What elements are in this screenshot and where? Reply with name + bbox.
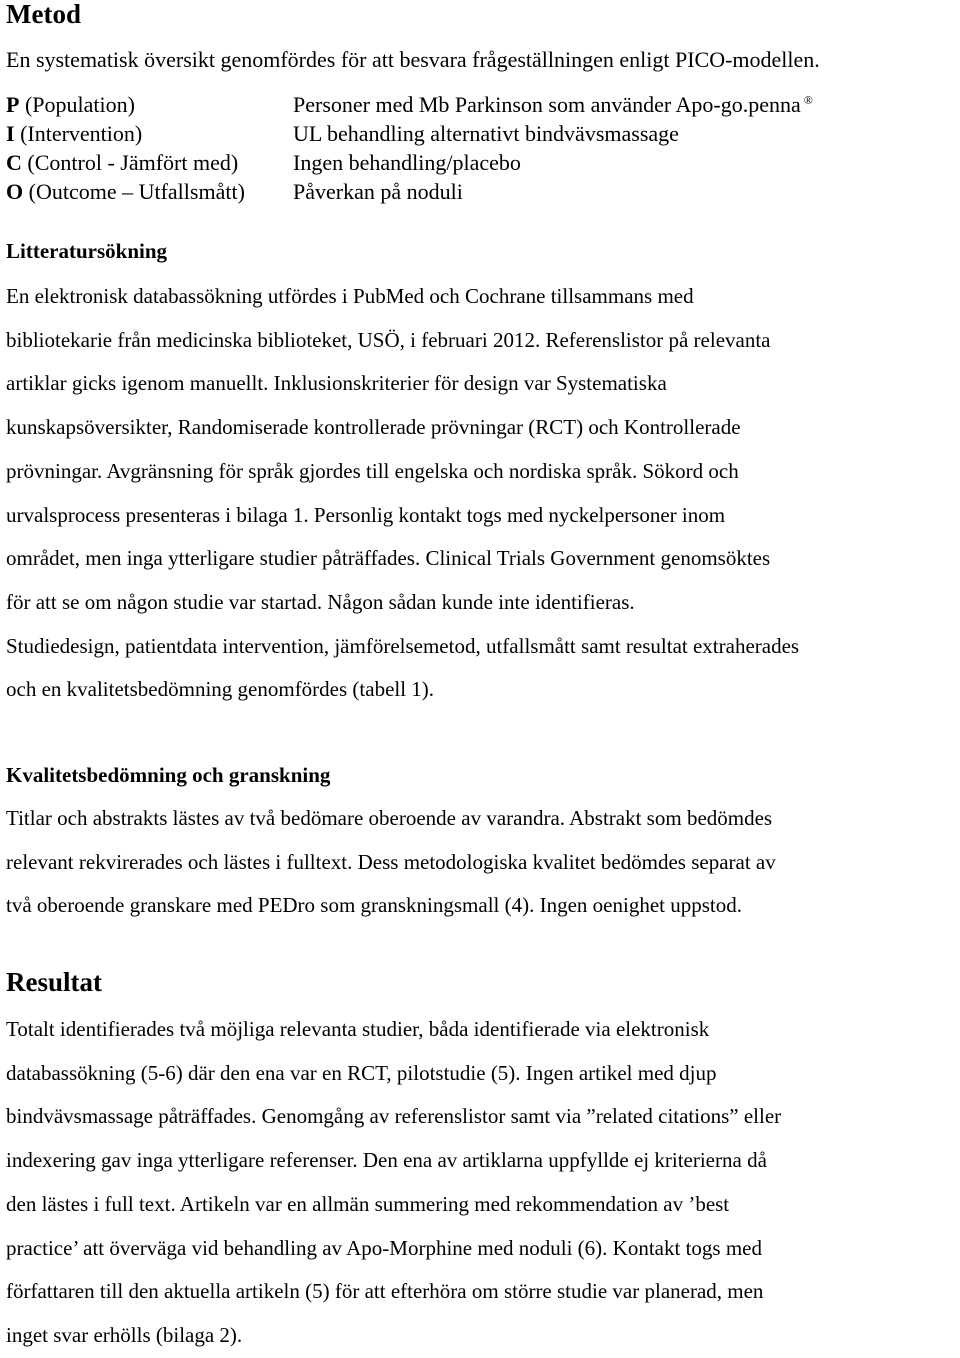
pico-value: Ingen behandling/placebo: [293, 150, 521, 175]
subheading-kvalitetsbedomning: Kvalitetsbedömning och granskning: [6, 763, 331, 787]
pico-value: Påverkan på noduli: [293, 179, 463, 204]
subheading-litteratursokning: Litteratursökning: [6, 239, 168, 263]
pico-row-control: [6, 148, 813, 177]
text-line: två oberoende granskare med PEDro som granskningsmall (4). Ingen oenighet uppstod.: [6, 893, 742, 918]
text-line: urvalsprocess presenteras i bilaga 1. Personlig kontakt togs med nyckelpersoner inom: [6, 502, 726, 527]
pico-label: O (Outcome – Utfallsmått): [6, 179, 245, 204]
pico-row-intervention: [6, 119, 813, 148]
text-line: Studiedesign, patientdata intervention, jämförelsemetod, utfallsmått samt resultat extraherades: [6, 633, 800, 658]
text-line: området, men inga ytterligare studier påträffades. Clinical Trials Government genomsöktes: [6, 546, 771, 571]
text-line: Titlar och abstrakts lästes av två bedömare oberoende av varandra. Abstrakt som bedömdes: [6, 806, 773, 830]
pico-label: I (Intervention): [6, 121, 143, 146]
text-line: practice’ att överväga vid behandling av Apo-Morphine med noduli (6). Kontakt togs med: [6, 1235, 762, 1260]
text-line: relevant rekvirerades och lästes i fulltext. Dess metodologiska kvalitet bedömdes separat av: [6, 849, 776, 874]
pico-value: UL behandling alternativt bindvävsmassage: [293, 121, 679, 146]
section-heading-resultat: Resultat: [6, 967, 102, 997]
pico-list: [6, 90, 813, 206]
text-line: Totalt identifierades två möjliga relevanta studier, båda identifierade via elektronisk: [6, 1017, 710, 1041]
text-line: och en kvalitetsbedömning genomfördes (tabell 1).: [6, 677, 435, 702]
pico-row-outcome: [6, 177, 813, 206]
text-line: för att se om någon studie var startad. Någon sådan kunde inte identifieras.: [6, 589, 635, 614]
text-line: kunskapsöversikter, Randomiserade kontrollerade prövningar (RCT) och Kontrollerade: [6, 415, 741, 440]
text-line: indexering gav inga ytterligare referenser. Den ena av artiklarna uppfyllde ej kriterierna då: [6, 1148, 767, 1173]
text-line: artiklar gicks igenom manuellt. Inklusionskriterier för design var Systematiska: [6, 371, 667, 396]
paragraph-resultat: [6, 1008, 956, 1358]
paragraph-litteratursokning: [6, 275, 956, 712]
registered-mark: ®: [803, 92, 813, 107]
text-line: prövningar. Avgränsning för språk gjordes till engelska och nordiska språk. Sökord och: [6, 458, 739, 483]
text-line: databassökning (5-6) där den ena var en RCT, pilotstudie (5). Ingen artikel med djup: [6, 1060, 717, 1085]
text-line: bindvävsmassage påträffades. Genomgång av referenslistor samt via ”related citations” eller: [6, 1104, 782, 1129]
text-line: den lästes i full text. Artikeln var en allmän summering med rekommendation av ’best: [6, 1191, 730, 1216]
section-heading-metod: Metod: [6, 0, 81, 29]
intro-text: En systematisk översikt genomfördes för att besvara frågeställningen enligt PICO-modellen.: [6, 47, 820, 72]
text-line: inget svar erhölls (bilaga 2).: [6, 1322, 243, 1347]
pico-value: Personer med Mb Parkinson som använder Apo-go.penna ®: [293, 92, 813, 117]
pico-label: P (Population): [6, 92, 135, 117]
text-line: författaren till den aktuella artikeln (5) för att efterhöra om större studie var planerad, men: [6, 1279, 764, 1304]
pico-label: C (Control - Jämfört med): [6, 150, 239, 175]
paragraph-kvalitetsbedomning: [6, 797, 956, 928]
text-line: bibliotekarie från medicinska biblioteket, USÖ, i februari 2012. Referenslistor på relevanta: [6, 327, 771, 352]
pico-row-population: [6, 90, 813, 119]
text-line: En elektronisk databassökning utfördes i PubMed och Cochrane tillsammans med: [6, 284, 694, 308]
